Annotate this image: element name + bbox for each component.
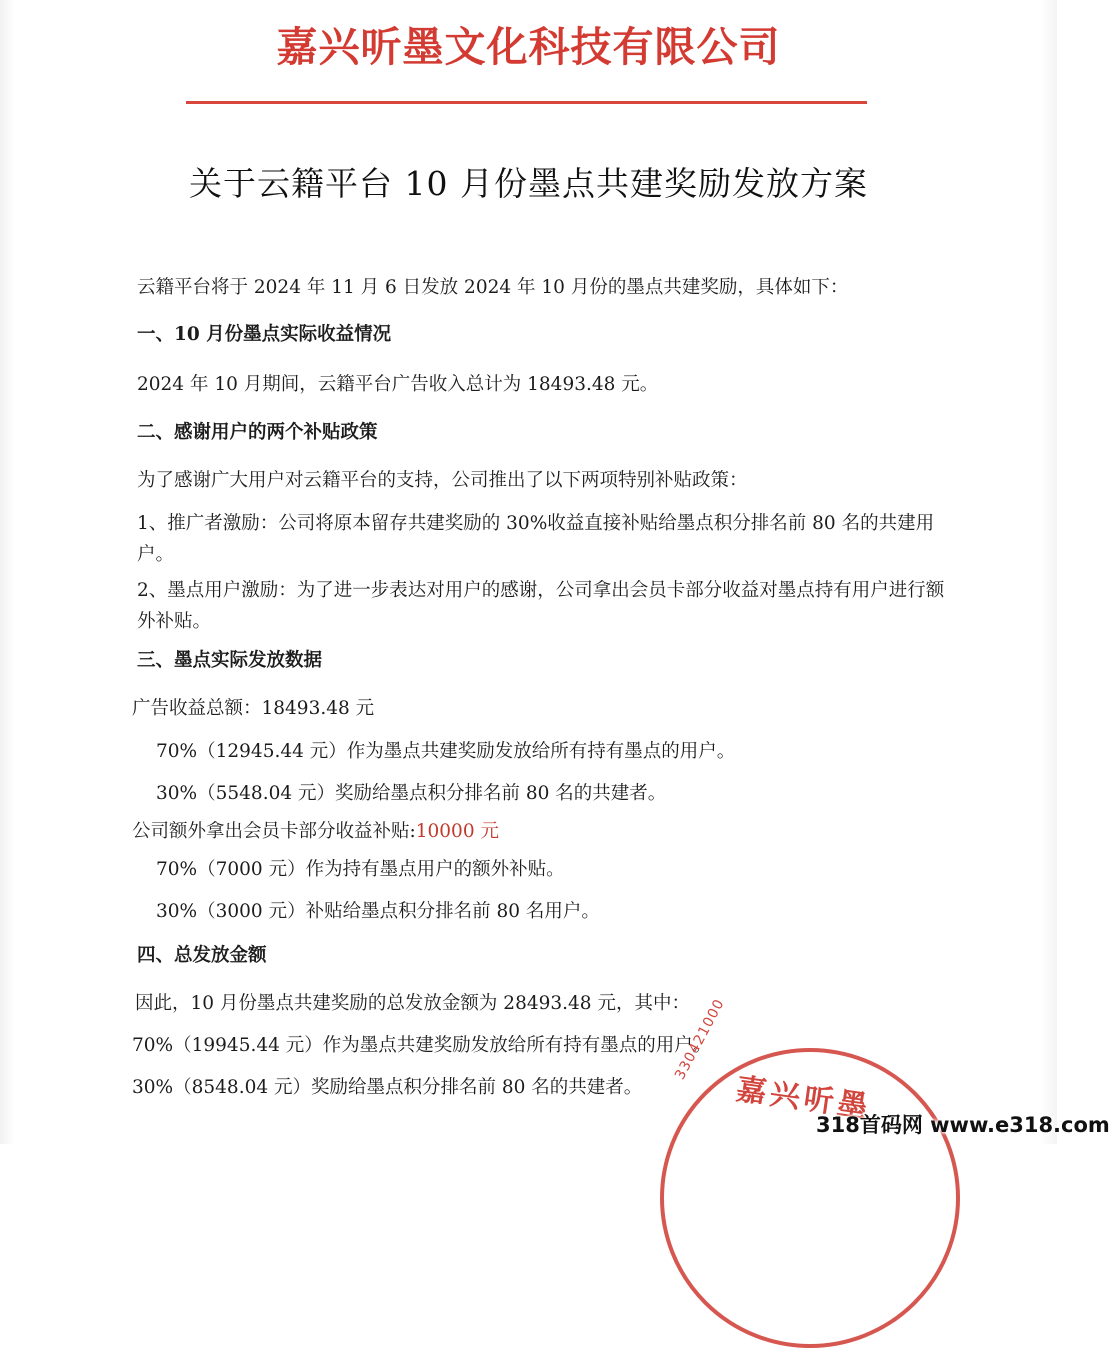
section-2-intro: 为了感谢广大用户对云籍平台的支持，公司推出了以下两项特别补贴政策：	[137, 470, 748, 491]
company-letterhead: 嘉兴听墨文化科技有限公司	[276, 23, 781, 71]
section-1-heading: 一、10 月份墨点实际收益情况	[137, 324, 392, 345]
document-title: 关于云籍平台 10 月份墨点共建奖励发放方案	[189, 164, 868, 203]
extra-subsidy-70: 70%（7000 元）作为持有墨点用户的额外补贴。	[156, 859, 565, 880]
seal-code: 330421000	[672, 996, 728, 1083]
letterhead-divider	[186, 101, 867, 104]
site-watermark: 318首码网 www.e318.com	[816, 1113, 1110, 1137]
extra-subsidy-amount: 10000 元	[415, 821, 499, 842]
ad-revenue-70: 70%（12945.44 元）作为墨点共建奖励发放给所有持有墨点的用户。	[156, 741, 736, 762]
section-2-item-1: 1、推广者激励：公司将原本留存共建奖励的 30%收益直接补贴给墨点积分排名前 80 名的共建用户。	[137, 513, 935, 565]
extra-subsidy	[132, 820, 499, 844]
section-4-text: 因此，10 月份墨点共建奖励的总发放金额为 28493.48 元，其中：	[135, 993, 690, 1014]
total-30: 30%（8548.04 元）奖励给墨点积分排名前 80 名的共建者。	[132, 1077, 643, 1098]
ad-revenue-30: 30%（5548.04 元）奖励给墨点积分排名前 80 名的共建者。	[156, 783, 667, 804]
section-2-heading: 二、感谢用户的两个补贴政策	[137, 422, 378, 443]
section-1-text: 2024 年 10 月期间，云籍平台广告收入总计为 18493.48 元。	[137, 374, 659, 395]
seal-text: 嘉兴听墨	[734, 1071, 874, 1126]
intro-paragraph: 云籍平台将于 2024 年 11 月 6 日发放 2024 年 10 月份的墨点共建奖励，具体如下：	[137, 277, 849, 298]
section-4-heading: 四、总发放金额	[137, 945, 267, 966]
extra-subsidy-label: 公司额外拿出会员卡部分收益补贴:	[132, 821, 416, 842]
section-2-item-2: 2、墨点用户激励：为了进一步表达对用户的感谢，公司拿出会员卡部分收益对墨点持有用户进行额外补贴。	[137, 580, 945, 632]
section-3-heading: 三、墨点实际发放数据	[137, 650, 323, 671]
extra-subsidy-30: 30%（3000 元）补贴给墨点积分排名前 80 名用户。	[156, 901, 600, 922]
total-70: 70%（19945.44 元）作为墨点共建奖励发放给所有持有墨点的用户。	[132, 1035, 712, 1056]
ad-revenue-total: 广告收益总额：18493.48 元	[132, 698, 375, 719]
